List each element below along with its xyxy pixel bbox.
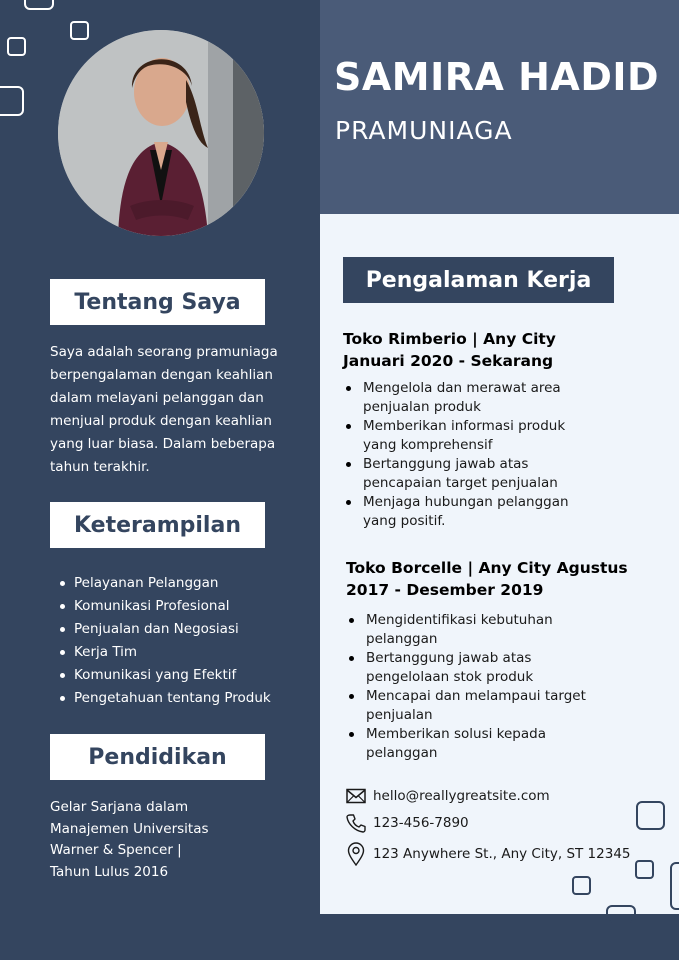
decorative-square bbox=[670, 862, 679, 910]
decorative-square bbox=[7, 37, 26, 56]
skill-item: Pelayanan Pelanggan bbox=[58, 572, 308, 595]
job-title bbox=[346, 557, 646, 601]
skills-heading: Keterampilan bbox=[50, 502, 265, 548]
decorative-square bbox=[24, 0, 54, 10]
experience-heading: Pengalaman Kerja bbox=[343, 257, 614, 303]
job-duty: Mengelola dan merawat area penjualan produk bbox=[343, 379, 593, 417]
about-text: Saya adalah seorang pramuniaga berpengalaman dengan keahlian dalam melayani pelanggan dan menjual produk dengan keahlian yang luar biasa. Dalam beberapa tahun terakhir. bbox=[50, 344, 278, 475]
contact-email bbox=[345, 785, 550, 807]
skill-item: Penjualan dan Negosiasi bbox=[58, 618, 308, 641]
about-heading: Tentang Saya bbox=[50, 279, 265, 325]
job-duty: Memberikan informasi produk yang komprehensif bbox=[343, 417, 593, 455]
candidate-role: PRAMUNIAGA bbox=[335, 116, 513, 145]
education-text bbox=[50, 797, 250, 883]
phone-text: 123-456-7890 bbox=[373, 815, 469, 831]
education-line: Warner & Spencer | bbox=[50, 842, 182, 858]
bottom-band bbox=[0, 914, 679, 960]
contact-phone bbox=[345, 812, 469, 834]
job-duties-list bbox=[346, 611, 596, 763]
job-duties-list bbox=[343, 379, 593, 531]
job-title-line: 2017 - Desember 2019 bbox=[346, 581, 544, 599]
profile-photo bbox=[58, 30, 264, 236]
candidate-name: SAMIRA HADID bbox=[334, 55, 660, 99]
decorative-square bbox=[635, 860, 654, 879]
contact-address bbox=[345, 843, 631, 865]
skill-item: Komunikasi Profesional bbox=[58, 595, 308, 618]
decorative-square bbox=[572, 876, 591, 895]
skills-list bbox=[58, 572, 308, 710]
education-heading: Pendidikan bbox=[50, 734, 265, 780]
header-block bbox=[320, 0, 679, 214]
job-duty: Bertanggung jawab atas pencapaian target penjualan bbox=[343, 455, 593, 493]
skill-item: Komunikasi yang Efektif bbox=[58, 664, 308, 687]
email-text: hello@reallygreatsite.com bbox=[373, 788, 550, 804]
decorative-square bbox=[0, 86, 24, 116]
skill-item: Pengetahuan tentang Produk bbox=[58, 687, 308, 710]
map-pin-icon bbox=[345, 843, 367, 865]
decorative-square bbox=[636, 801, 665, 830]
job-title-line: Toko Rimberio | Any City bbox=[343, 330, 556, 348]
job-title-line: Januari 2020 - Sekarang bbox=[343, 352, 554, 370]
decorative-square bbox=[606, 905, 636, 923]
education-line: Manajemen Universitas bbox=[50, 820, 209, 837]
address-text: 123 Anywhere St., Any City, ST 12345 bbox=[373, 846, 631, 862]
job-duty: Memberikan solusi kepada pelanggan bbox=[346, 725, 596, 763]
skill-item: Kerja Tim bbox=[58, 641, 308, 664]
education-line: Tahun Lulus 2016 bbox=[50, 863, 169, 880]
job-duty: Mengidentifikasi kebutuhan pelanggan bbox=[346, 611, 596, 649]
phone-icon bbox=[345, 812, 367, 834]
job-title-line: Toko Borcelle | Any City Agustus bbox=[346, 559, 628, 577]
job-title bbox=[343, 328, 643, 372]
job-duty: Menjaga hubungan pelanggan yang positif. bbox=[343, 493, 593, 531]
job-duty: Mencapai dan melampaui target penjualan bbox=[346, 687, 596, 725]
envelope-icon bbox=[345, 785, 367, 807]
decorative-square bbox=[70, 21, 89, 40]
education-line: Gelar Sarjana dalam bbox=[50, 799, 189, 815]
job-duty: Bertanggung jawab atas pengelolaan stok produk bbox=[346, 649, 596, 687]
